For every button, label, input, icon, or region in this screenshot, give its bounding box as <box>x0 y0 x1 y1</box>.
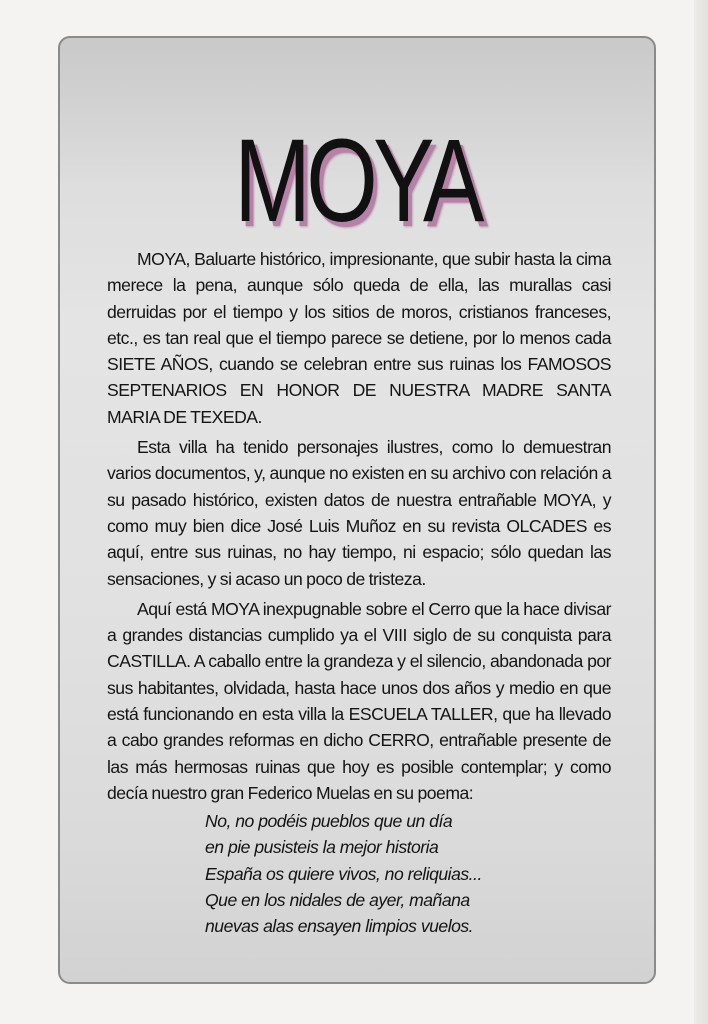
poem-line-2: en pie pusisteis la mejor historia <box>205 837 439 858</box>
page-title: MOYA <box>234 115 480 247</box>
paragraph-3: Aquí está MOYA inexpugnable sobre el Cerro que la hace divisar a grandes distancias cumplido ya el VIII siglo de su conquista para CASTILLA. A caballo entre la grandeza y el silencio, abandonada por sus habitantes, olvidada, hasta hace unos dos años y medio en que está funcionando en esta villa la ESCUELA TALLER, que ha llevado a cabo grandes reformas en dicho CERRO, entrañable presente de las más hermosas ruinas que hoy es posible contemplar; y como decía nuestro gran Federico Muelas en su poema: <box>107 598 611 803</box>
page-edge <box>694 0 708 1024</box>
poem-line-3: España os quiere vivos, no reliquias... <box>205 863 482 884</box>
framed-panel <box>58 36 656 984</box>
poem-quote <box>205 808 585 939</box>
poem-line-5: nuevas alas ensayen limpios vuelos. <box>205 916 474 937</box>
poem-line-4: Que en los nidales de ayer, mañana <box>205 889 470 910</box>
poem-line-1: No, no podéis pueblos que un día <box>205 811 453 831</box>
paragraph-2: Esta villa ha tenido personajes ilustres, como lo demuestran varios documentos, y, aunque no existen en su archivo con relación a su pasado histórico, existen datos de nuestra entrañable MOYA, y como muy bien dice José Luis Muñoz en su revista OLCADES es aquí, entre sus ruinas, no hay tiempo, ni espacio; sólo quedan las sensaciones, y si acaso un poco de tristeza. <box>107 437 611 589</box>
article-body <box>107 246 611 810</box>
paragraph-1: MOYA, Baluarte histórico, impresionante, que subir hasta la cima merece la pena, aunque sólo queda de ella, las murallas casi derruidas por el tiempo y los sitios de moros, cristianos franceses, etc., es tan real que el tiempo parece se detiene, por lo menos cada SIETE AÑOS, cuando se celebran entre sus ruinas los FAMOSOS SEPTENARIOS EN HONOR DE NUESTRA MADRE SANTA MARIA DE TEXEDA. <box>107 249 611 427</box>
